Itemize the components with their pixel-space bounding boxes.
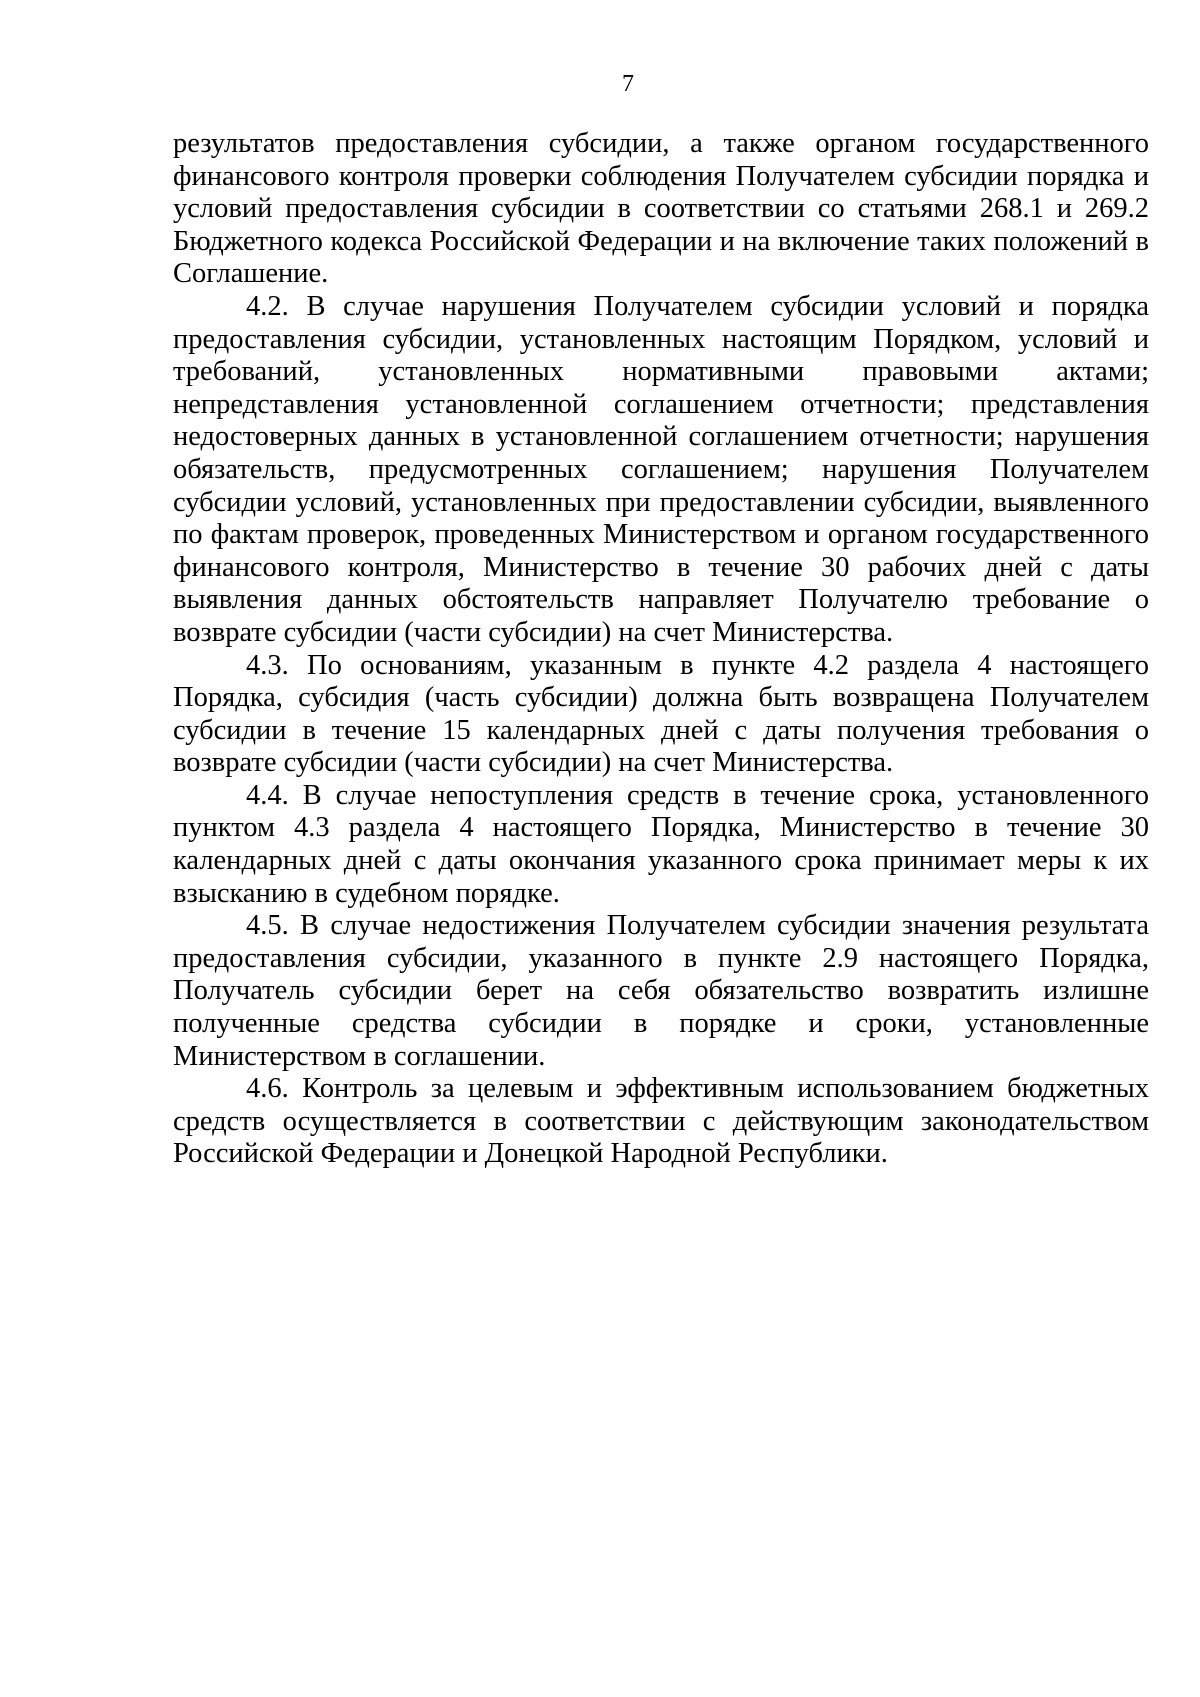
paragraph-number: 4.3. bbox=[246, 649, 289, 681]
paragraph-number: 4.2. bbox=[246, 290, 289, 322]
paragraph-4-4 bbox=[173, 780, 1149, 910]
paragraph-text: По основаниям, указанным в пункте 4.2 раздела 4 настоящего Порядка, субсидия (часть субсидии) должна быть возвращена Получателем субсидии в течение 15 календарных дней с даты получения требования о возврате субсидии (части субсидии) на счет Министерства. bbox=[173, 649, 1149, 779]
paragraph-4-5 bbox=[173, 910, 1149, 1073]
paragraph-4-6 bbox=[173, 1073, 1149, 1171]
page-number: 7 bbox=[622, 71, 634, 97]
paragraph-continuation bbox=[173, 128, 1149, 291]
document-body bbox=[173, 128, 1149, 1171]
paragraph-4-2 bbox=[173, 291, 1149, 650]
paragraph-number: 4.5. bbox=[246, 910, 289, 942]
paragraph-text: В случае недостижения Получателем субсидии значения результата предоставления субсидии, указанного в пункте 2.9 настоящего Порядка, Получатель субсидии берет на себя обязательство возвратить излишне полученные средства субсидии в порядке и сроки, установленные Министерством в соглашении. bbox=[173, 910, 1150, 1072]
paragraph-number: 4.4. bbox=[246, 779, 289, 811]
paragraph-text: Контроль за целевым и эффективным использованием бюджетных средств осуществляется в соответствии с действующим законодательством Российской Федерации и Донецкой Народной Республики. bbox=[173, 1073, 1149, 1170]
paragraph-text: В случае непоступления средств в течение срока, установленного пунктом 4.3 раздела 4 настоящего Порядка, Министерство в течение 30 календарных дней с даты окончания указанного срока принимает меры к их взысканию в судебном порядке. bbox=[173, 779, 1150, 909]
paragraph-text: результатов предоставления субсидии, а также органом государственного финансового контроля проверки соблюдения Получателем субсидии порядка и условий предоставления субсидии в соответствии со статьями 268.1 и 269.2 Бюджетного кодекса Российской Федерации и на включение таких положений в Соглашение. bbox=[173, 128, 1149, 290]
paragraph-number: 4.6. bbox=[246, 1073, 289, 1105]
paragraph-4-3 bbox=[173, 650, 1149, 780]
paragraph-text: В случае нарушения Получателем субсидии условий и порядка предоставления субсидии, установленных настоящим Порядком, условий и требований, установленных нормативными правовыми актами; непредставления установленной соглашением отчетности; представления недостоверных данных в установленной соглашением отчетности; нарушения обязательств, предусмотренных соглашением; нарушения Получателем субсидии условий, установленных при предоставлении субсидии, выявленного по фактам проверок, проведенных Министерством и органом государственного финансового контроля, Министерство в течение 30 рабочих дней с даты выявления данных обстоятельств направляет Получателю требование о возврате субсидии (части субсидии) на счет Министерства. bbox=[173, 290, 1149, 648]
